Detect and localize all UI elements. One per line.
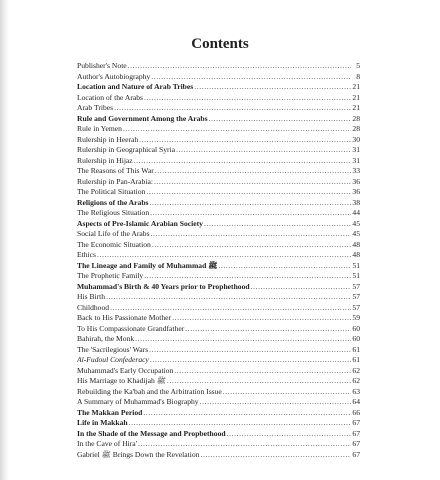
toc-leader-dots	[151, 229, 351, 240]
toc-entry	[77, 418, 360, 429]
toc-entry	[77, 439, 360, 450]
toc-leader-dots	[218, 261, 351, 272]
toc-entry-label: To His Compassionate Grandfather	[77, 323, 185, 333]
toc-entry-page: 61	[352, 355, 360, 364]
toc-entry-page: 62	[352, 376, 360, 385]
toc-entry	[77, 355, 360, 366]
toc-leader-dots	[143, 408, 351, 419]
toc-entry-page: 36	[352, 176, 360, 186]
toc-entry	[77, 93, 360, 104]
toc-entry-label: The Makkan Period	[77, 407, 143, 417]
toc-entry-label: Back to His Passionate Mother	[77, 313, 172, 322]
toc-entry-label: Aspects of Pre-Islamic Arabian Society	[77, 218, 203, 228]
toc-entry-label: The Reasons of This War	[77, 166, 154, 175]
toc-entry-label: Rulership in Geographical Syria	[77, 145, 176, 154]
toc-entry	[77, 261, 360, 272]
toc-entry-page: 48	[352, 250, 360, 259]
toc-entry	[77, 124, 360, 135]
toc-entry-page: 67	[352, 449, 360, 459]
toc-entry-label: His Birth	[77, 292, 106, 301]
toc-entry-page: 8	[356, 71, 360, 81]
toc-leader-dots	[144, 271, 351, 282]
toc-leader-dots	[134, 156, 351, 167]
toc-entry-label: A Summary of Muhammad's Biography	[77, 397, 199, 406]
toc-leader-dots	[251, 282, 351, 293]
toc-leader-dots	[135, 334, 351, 345]
toc-entry-page: 60	[352, 334, 360, 343]
toc-entry	[77, 250, 360, 261]
toc-leader-dots	[123, 124, 351, 135]
toc-leader-dots	[149, 345, 351, 356]
toc-leader-dots	[151, 72, 351, 83]
toc-entry-label: Ethics	[77, 250, 96, 259]
toc-entry-page: 31	[352, 155, 360, 165]
toc-entry	[77, 376, 360, 387]
toc-entry	[77, 366, 360, 377]
toc-entry	[77, 271, 360, 282]
toc-entry-label: Al-Fudoul Confederacy	[77, 355, 149, 364]
toc-leader-dots	[200, 397, 351, 408]
toc-entry-page: 28	[352, 113, 360, 123]
toc-entry-label: The Economic Situation	[77, 239, 151, 249]
toc-entry-label: Location and Nature of Arab Tribes	[77, 82, 194, 91]
toc-entry-page: 51	[352, 260, 360, 270]
page-title: Contents	[191, 36, 249, 52]
toc-entry-page: 21	[352, 92, 360, 102]
toc-leader-dots	[150, 208, 351, 219]
toc-entry	[77, 145, 360, 156]
toc-leader-dots	[110, 303, 351, 314]
toc-entry	[77, 240, 360, 251]
toc-entry	[77, 72, 360, 83]
toc-entry	[77, 282, 360, 293]
toc-entry-page: 36	[352, 187, 360, 196]
toc-entry-label: Rule in Yemen	[77, 124, 122, 133]
toc-entry-page: 44	[352, 208, 360, 217]
toc-entry-page: 63	[352, 386, 360, 396]
toc-entry-label: The 'Sacrilegious' Wars	[77, 344, 149, 354]
toc-entry-label: In the Shade of the Message and Propbethood	[77, 428, 226, 438]
toc-entry-page: 61	[352, 344, 360, 354]
toc-entry	[77, 114, 360, 125]
toc-entry-label: The Religious Situation	[77, 208, 150, 217]
toc-entry-label: Rule and Government Among the Arabs	[77, 113, 208, 123]
toc-entry-page: 67	[352, 418, 360, 427]
toc-entry	[77, 387, 360, 398]
toc-entry-label: Rulership in Heerah	[77, 134, 139, 144]
toc-entry-page: 62	[352, 365, 360, 375]
toc-leader-dots	[194, 82, 351, 93]
toc-entry-page: 30	[352, 134, 360, 144]
toc-entry-page: 21	[352, 82, 360, 91]
table-of-contents	[77, 61, 360, 460]
toc-leader-dots	[200, 450, 351, 461]
toc-entry	[77, 82, 360, 93]
toc-leader-dots	[223, 387, 351, 398]
toc-entry-label: Rulership in Hijaz	[77, 155, 133, 165]
toc-entry-page: 21	[352, 103, 360, 112]
toc-leader-dots	[204, 219, 351, 230]
toc-entry	[77, 345, 360, 356]
toc-leader-dots	[138, 439, 351, 450]
toc-entry	[77, 135, 360, 146]
toc-entry-label: Bahirah, the Monk	[77, 334, 135, 343]
toc-entry-page: 45	[352, 229, 360, 238]
toc-entry-label: The Lineage and Family of Muhammad ﷺ	[77, 260, 218, 270]
toc-leader-dots	[139, 135, 351, 146]
toc-entry-label: In the Cave of Hira'	[77, 439, 137, 448]
toc-leader-dots	[172, 313, 351, 324]
toc-leader-dots	[209, 114, 351, 125]
toc-entry-label: Rebuilding the Ka'bah and the Arbitration Issue	[77, 386, 222, 396]
toc-entry-page: 28	[352, 124, 360, 133]
toc-leader-dots	[150, 198, 351, 209]
toc-entry	[77, 313, 360, 324]
toc-entry-page: 48	[352, 239, 360, 249]
toc-entry	[77, 324, 360, 335]
toc-leader-dots	[152, 240, 351, 251]
toc-leader-dots	[106, 292, 351, 303]
toc-entry-label: Author's Autobiography	[77, 71, 151, 81]
toc-entry-page: 38	[352, 197, 360, 207]
toc-entry	[77, 103, 360, 114]
toc-entry	[77, 229, 360, 240]
toc-entry-page: 66	[352, 407, 360, 417]
toc-entry-page: 31	[352, 145, 360, 154]
toc-entry-page: 51	[352, 271, 360, 280]
toc-entry-label: Muhammad's Early Occupation	[77, 365, 174, 375]
toc-entry-label: Gabriel ﷺ Brings Down the Revelation	[77, 449, 200, 459]
toc-leader-dots	[185, 324, 351, 335]
toc-entry-page: 59	[352, 313, 360, 322]
toc-leader-dots	[176, 145, 351, 156]
toc-entry-label: Life in Makkah	[77, 418, 128, 427]
toc-entry	[77, 166, 360, 177]
toc-entry-label: Publisher's Note	[77, 61, 127, 70]
toc-entry-page: 67	[352, 439, 360, 448]
toc-leader-dots	[167, 376, 351, 387]
toc-entry	[77, 208, 360, 219]
toc-leader-dots	[114, 103, 351, 114]
toc-entry	[77, 219, 360, 230]
toc-entry	[77, 397, 360, 408]
page-gutter-shadow	[0, 0, 10, 480]
toc-entry-label: Childhood	[77, 302, 110, 312]
toc-entry	[77, 450, 360, 461]
toc-entry	[77, 61, 360, 72]
toc-entry-page: 33	[352, 166, 360, 175]
toc-entry	[77, 292, 360, 303]
toc-leader-dots	[146, 187, 351, 198]
toc-entry-page: 45	[352, 218, 360, 228]
toc-entry-page: 57	[352, 292, 360, 301]
toc-entry	[77, 303, 360, 314]
toc-leader-dots	[154, 177, 351, 188]
toc-leader-dots	[155, 166, 351, 177]
toc-entry	[77, 334, 360, 345]
toc-entry-page: 5	[356, 61, 360, 70]
toc-entry-page: 67	[352, 428, 360, 438]
toc-entry	[77, 408, 360, 419]
toc-leader-dots	[174, 366, 351, 377]
toc-entry-label: The Prophetic Family	[77, 271, 144, 280]
toc-entry-page: 64	[352, 397, 360, 406]
toc-entry-label: Rulership in Pan-Arabia:	[77, 176, 153, 186]
toc-leader-dots	[97, 250, 351, 261]
toc-entry-label: Location of the Arabs	[77, 92, 144, 102]
toc-entry-page: 57	[352, 281, 360, 291]
toc-entry-label: Social Life of the Arabs	[77, 229, 150, 238]
toc-entry-page: 60	[352, 323, 360, 333]
toc-entry	[77, 177, 360, 188]
toc-entry	[77, 429, 360, 440]
toc-entry-label: Muhammad's Birth & 40 Years prior to Prophethood	[77, 281, 250, 291]
toc-entry	[77, 156, 360, 167]
toc-leader-dots	[129, 418, 351, 429]
toc-entry	[77, 187, 360, 198]
toc-entry	[77, 198, 360, 209]
toc-leader-dots	[227, 429, 351, 440]
toc-entry-label: Religions of the Arabs	[77, 197, 149, 207]
toc-leader-dots	[128, 61, 351, 72]
toc-entry-label: Arab Tribes	[77, 103, 114, 112]
toc-leader-dots	[144, 93, 351, 104]
toc-leader-dots	[150, 355, 351, 366]
toc-entry-label: The Political Situation	[77, 187, 146, 196]
toc-entry-page: 57	[352, 302, 360, 312]
toc-entry-label: His Marriage to Khadijah ﷺ	[77, 376, 166, 385]
